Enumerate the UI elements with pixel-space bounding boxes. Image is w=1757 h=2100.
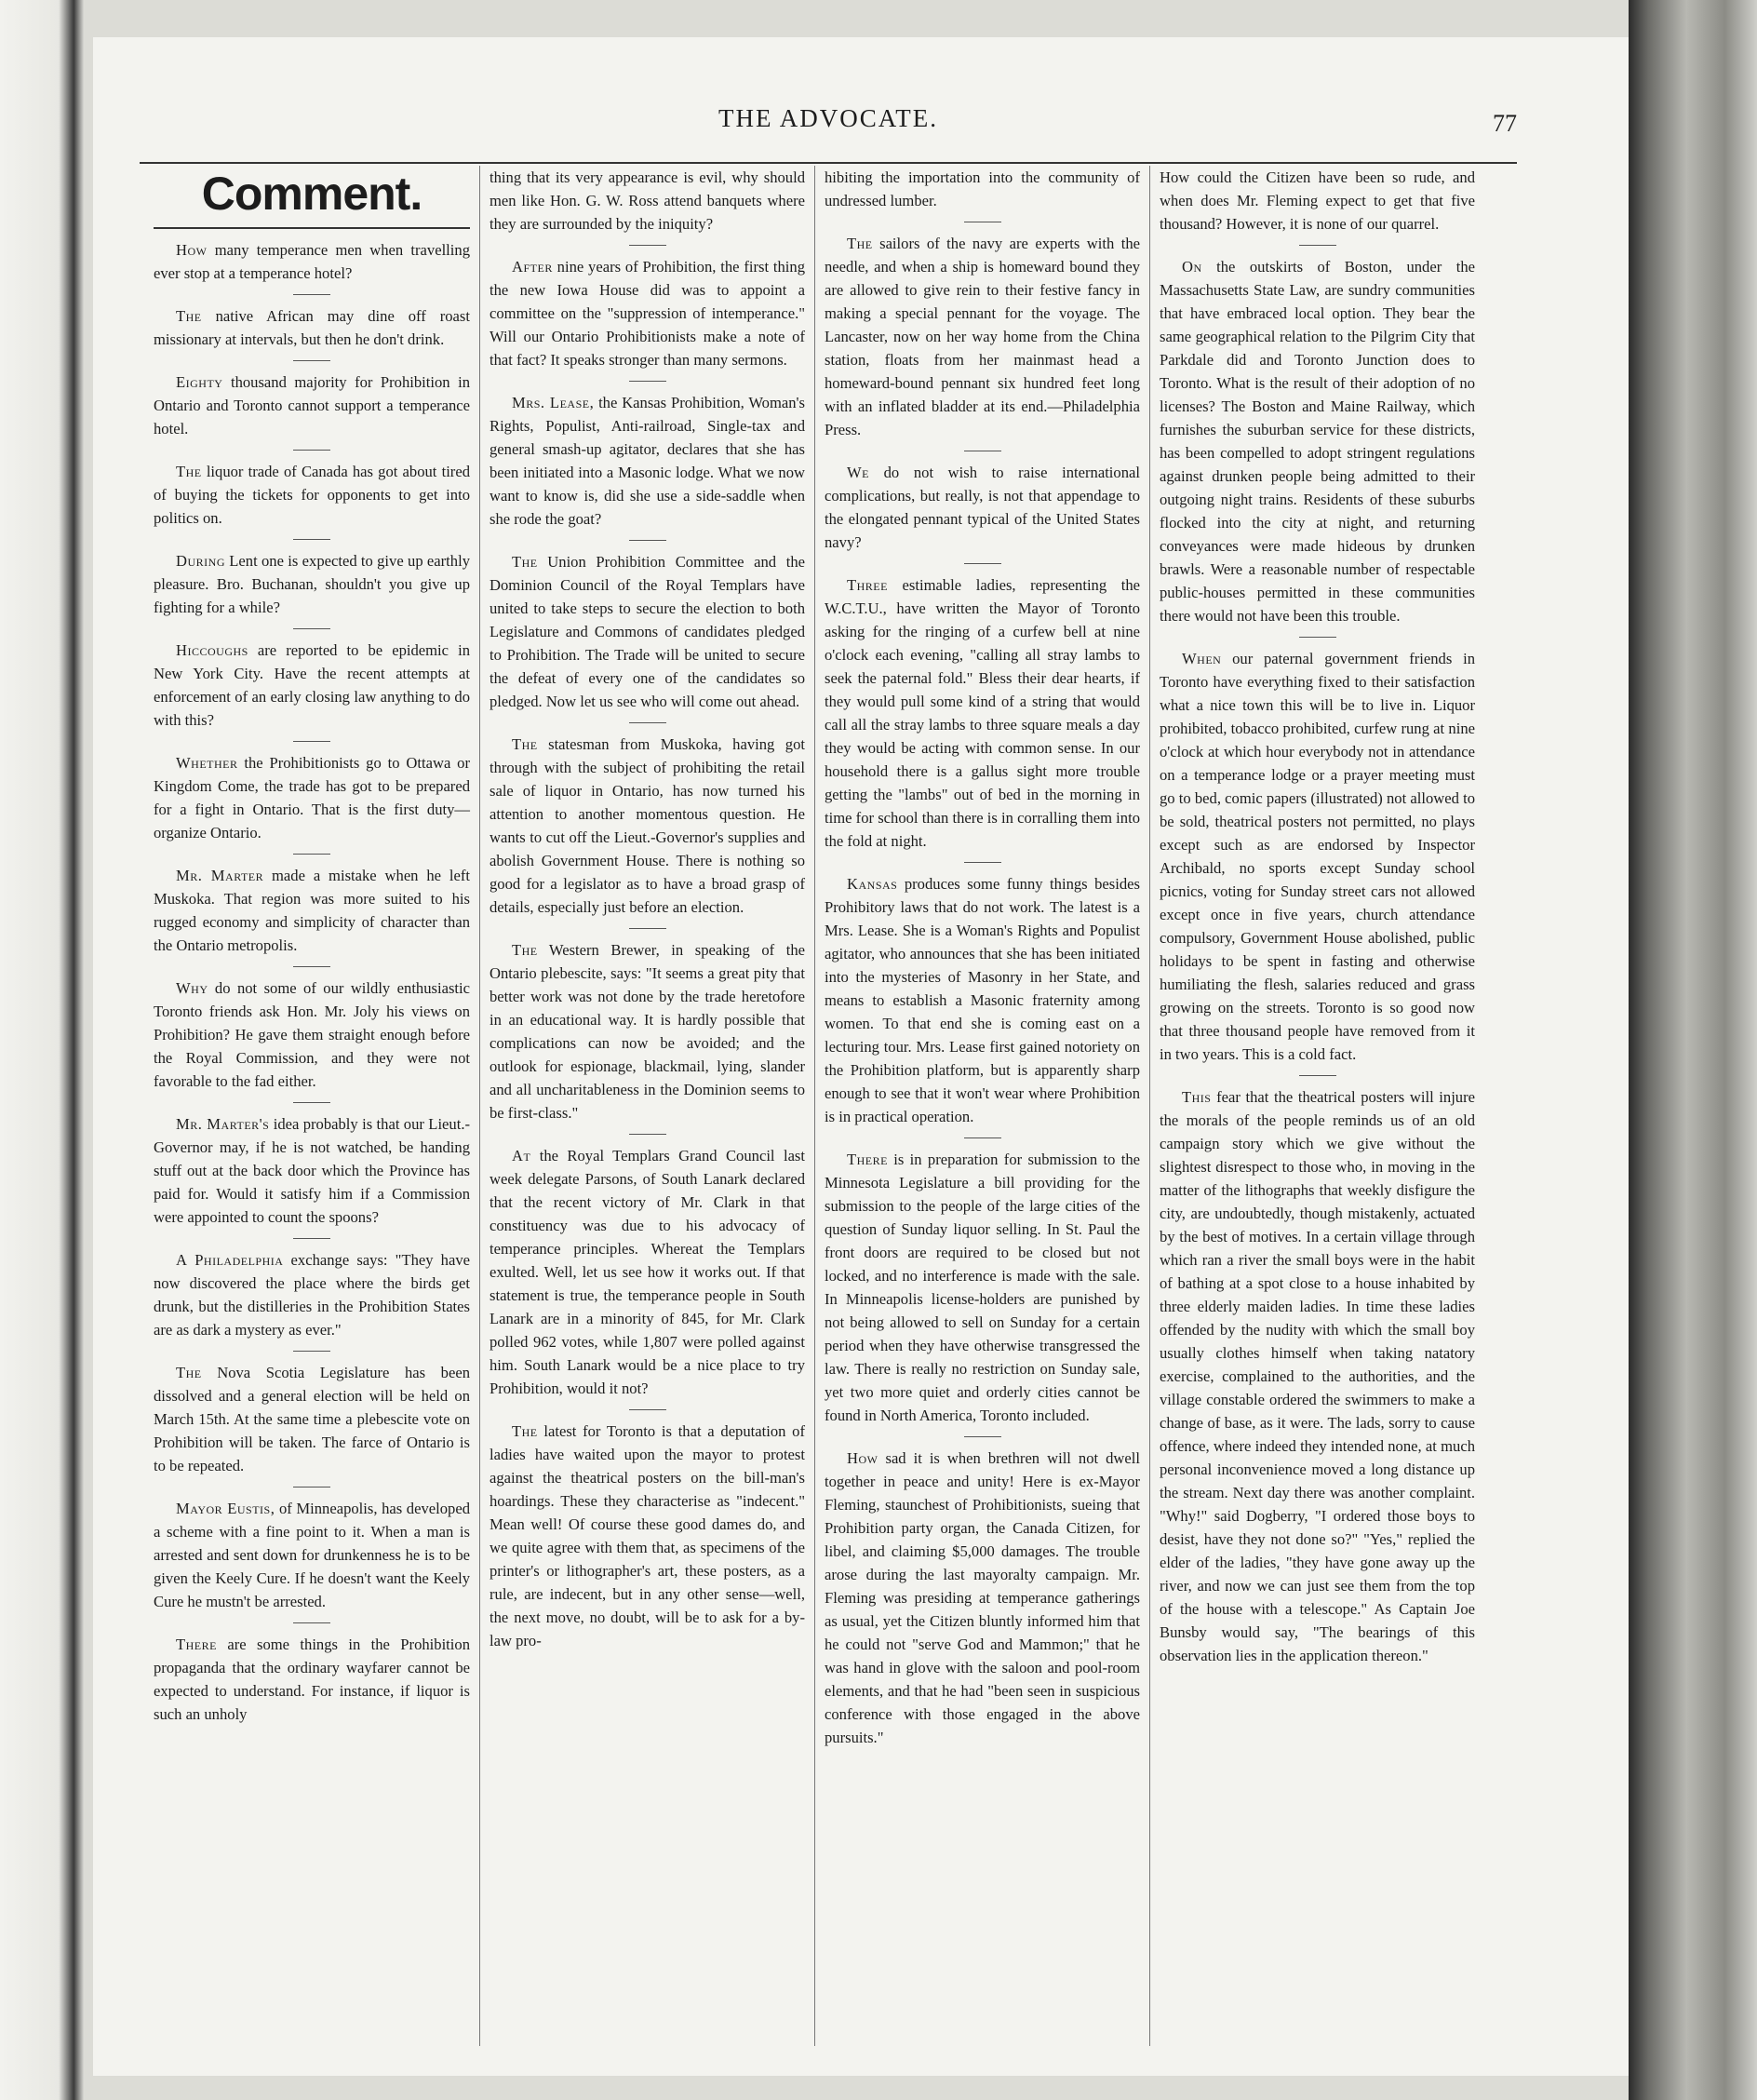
paragraph-lead-word: The — [512, 941, 538, 959]
paragraph-lead-word: On — [1182, 258, 1202, 276]
item-separator — [293, 360, 330, 361]
paragraph-lead-word: Mr. Marter — [176, 867, 264, 884]
item-separator — [964, 1436, 1001, 1437]
paragraph-text: the outskirts of Boston, under the Massachusetts State Law, are sundry communities that have embraced local option. They bear the same geographical relation to the Pilgrim City that Parkdale did and Toronto Junction does to Toronto. What is the result of their adoption of no licenses? The Boston and Maine Railway, which furnishes the suburban service for these districts, has been compelled to adopt stringent regulations against drunken people being admitted to their outgoing night trains. Residents of these suburbs flocked into the city at night, and returning conveyances were made hideous by drunken brawls. Were a reasonable number of respectable public-houses permitted in these communities there would not have been this trouble. — [1160, 258, 1475, 625]
paragraph-text: is in preparation for submission to the Minnesota Legislature a bill providing for the submission to the people of the large cities of the question of Sunday liquor selling. In St. Paul the front doors are required to be closed but not locked, and no interference is made with the sale. In Minneapolis license-holders are punished by not being allowed to sell on Sunday for a certain period when they have otherwise transgressed the law. There is really no restriction on Sunday sale, yet two more quiet and orderly cities cannot be found in North America, Toronto included. — [825, 1151, 1140, 1424]
item-separator — [293, 628, 330, 629]
comment-paragraph — [490, 255, 805, 371]
column-2 — [479, 166, 814, 2046]
article-columns — [144, 166, 1517, 2046]
paragraph-lead-word: Kansas — [847, 875, 898, 893]
comment-paragraph — [154, 1112, 470, 1229]
item-separator — [293, 1351, 330, 1352]
paragraph-text: thing that its very appearance is evil, why should men like Hon. G. W. Ross attend banquets where they are surrounded by the iniquity? — [490, 168, 805, 233]
comment-paragraph — [1160, 166, 1475, 236]
item-separator — [293, 1622, 330, 1623]
paragraph-text: are reported to be epidemic in New York City. Have the recent attempts at enforcement of an early closing law anything to do with this? — [154, 641, 470, 729]
paragraph-lead-word: Mrs. Lease, — [512, 394, 595, 411]
comment-paragraph — [490, 1420, 805, 1652]
comment-paragraph — [490, 733, 805, 919]
item-separator — [629, 540, 666, 541]
item-separator — [964, 862, 1001, 863]
paragraph-text: liquor trade of Canada has got about tired of buying the tickets for opponents to get into politics on. — [154, 463, 470, 527]
paragraph-text: do not some of our wildly enthusiastic Toronto friends ask Hon. Mr. Joly his views on Prohibition? He gave them straight enough before the Royal Commission, and they were not favorable to the fad either. — [154, 979, 470, 1090]
paragraph-lead-word: How — [176, 241, 208, 259]
item-separator — [293, 966, 330, 967]
item-separator — [1299, 637, 1336, 638]
paragraph-text: Nova Scotia Legislature has been dissolved and a general election will be held on March 15th. At the same time a plebescite vote on Prohibition will be taken. The farce of Ontario is to be repeated. — [154, 1364, 470, 1474]
facing-page-edge — [0, 0, 84, 2100]
item-separator — [293, 539, 330, 540]
paragraph-lead-word: There — [847, 1151, 888, 1168]
comment-paragraph — [490, 1144, 805, 1400]
item-separator — [1299, 1075, 1336, 1076]
paragraph-text: statesman from Muskoka, having got through with the subject of prohibiting the retail sale of liquor in Ontario, has now turned his attention to another momentous question. He wants to cut off the Lieut.-Governor's supplies and abolish Government House. There is nothing so good for a legislator as to have a broad grasp of details, especially just before an election. — [490, 735, 805, 916]
comment-paragraph — [490, 391, 805, 531]
comment-paragraph — [154, 549, 470, 619]
paragraph-lead-word: Hiccoughs — [176, 641, 248, 659]
paragraph-lead-word: How — [847, 1449, 878, 1467]
paragraph-lead-word: The — [176, 307, 202, 325]
comment-paragraph — [154, 864, 470, 957]
comment-paragraph — [825, 166, 1140, 212]
paragraph-lead-word: A Philadelphia — [176, 1251, 284, 1269]
paragraph-text: produces some funny things besides Prohibitory laws that do not work. The latest is a Mrs. Lease. She is a Woman's Rights and Populist agitator, who announces that she has been initiated into the mysteries of Masonry in her State, and means to establish a Masonic fraternity among women. To that end she is coming east on a lecturing tour. Mrs. Lease first gained notoriety on the Prohibition platform, but is apparently sharp enough to see that it won't wear where Prohibition is in practical operation. — [825, 875, 1140, 1125]
paragraph-text: hibiting the importation into the community of undressed lumber. — [825, 168, 1140, 209]
header-rule — [140, 162, 1517, 164]
paragraph-lead-word: The — [176, 1364, 202, 1381]
paragraph-text: idea probably is that our Lieut.-Governor may, if he is not watched, be handing stuff out at the back door which the Province has paid for. Would it satisfy him if a Commission were appointed to count the spoons? — [154, 1115, 470, 1226]
paragraph-text: latest for Toronto is that a deputation of ladies have waited upon the mayor to protest against the theatrical posters on the bill-man's hoardings. These they characterise as "indecent." Mean well! Of course these good dames do, and we quite agree with them that, as specimens of the printer's or lithographer's art, these posters, as a rule, are indecent, but in any other sense—well, the next move, no doubt, will be to ask for a by-law pro- — [490, 1422, 805, 1649]
comment-paragraph — [825, 1447, 1140, 1749]
paragraph-lead-word: The — [512, 1422, 538, 1440]
paragraph-text: exchange says: "They have now discovered the place where the birds get drunk, but the distilleries in the Prohibition States are as dark a mystery as ever." — [154, 1251, 470, 1339]
paragraph-text: sad it is when brethren will not dwell together in peace and unity! Here is ex-Mayor Fleming, staunchest of Prohibitionists, sueing that Prohibition party organ, the Canada Citizen, for libel, and claiming $5,000 damages. The trouble arose during the last mayoralty campaign. Mr. Fleming was presiding at temperance gatherings as usual, yet the Citizen bluntly informed him that he could not "serve God and Mammon;" that he was hand in glove with the saloon and pool-room elements, and that he had "been seen in suspicious conference with those engaged in the above pursuits." — [825, 1449, 1140, 1746]
paragraph-lead-word: Mayor Eustis, — [176, 1500, 275, 1517]
paragraph-text: the Royal Templars Grand Council last week delegate Parsons, of South Lanark declared that the recent victory of Mr. Clark in that constituency was due to his advocacy of temperance principles. Whereat the Templars exulted. Well, let us see how it works out. If that statement is true, the temperance people in South Lanark are in a minority of 845, for Mr. Clark polled 962 votes, while 1,807 were polled against him. South Lanark would be a nice place to try Prohibition, would it not? — [490, 1147, 805, 1397]
paragraph-text: thousand majority for Prohibition in Ontario and Toronto cannot support a temperance hotel. — [154, 373, 470, 438]
paragraph-text: the Kansas Prohibition, Woman's Rights, Populist, Anti-railroad, Single-tax and general smash-up agitator, declares that she has been initiated into a Masonic lodge. What we now want to know is, did she use a side-saddle when she rode the goat? — [490, 394, 805, 528]
comment-paragraph — [154, 1361, 470, 1477]
column-4 — [1149, 166, 1484, 2046]
comment-paragraph — [1160, 647, 1475, 1066]
item-separator — [629, 381, 666, 382]
item-separator — [629, 722, 666, 723]
comment-paragraph — [825, 461, 1140, 554]
paragraph-lead-word: During — [176, 552, 225, 570]
paragraph-lead-word: Three — [847, 576, 888, 594]
book-binding — [1629, 0, 1757, 2100]
item-separator — [293, 854, 330, 855]
paragraph-text: many temperance men when travelling ever stop at a temperance hotel? — [154, 241, 470, 282]
masthead: THE ADVOCATE. — [718, 104, 938, 132]
comment-paragraph — [154, 639, 470, 732]
paragraph-lead-word: Mr. Marter's — [176, 1115, 270, 1133]
comment-paragraph — [154, 1633, 470, 1726]
item-separator — [293, 1102, 330, 1103]
title-rule — [154, 227, 470, 229]
item-separator — [629, 245, 666, 246]
paragraph-lead-word: Why — [176, 979, 208, 997]
comment-paragraph — [825, 232, 1140, 441]
paragraph-text: fear that the theatrical posters will injure the morals of the people reminds us of an old campaign story which we give without the slightest disrespect to those who, in moving in the matter of the lithographs that weekly disfigure the city, are undoubtedly, though mistakenly, actuated by the best of motives. In a certain village through which ran a river the small boys were in the habit of bathing at a spot close to a house inhabited by three elderly maiden ladies. In time these ladies offended by the nudity with which the small boy usually clothes himself when taking natatory exercise, complained to the authorities, and the village constable ordered the swimmers to make a change of base, as it were. The lads, sorry to cause offence, where indeed they intended none, at much personal inconvenience moved a long distance up the stream. Next day there was another complaint. "Why!" said Dogberry, "I ordered those boys to desist, have they not done so?" "Yes," replied the elder of the ladies, "they have gone away up the river, and now we can just see them from the top of the house with a telescope." As Captain Joe Bunsby would say, "The bearings of this observation lies in the application thereon." — [1160, 1088, 1475, 1664]
comment-paragraph — [154, 1497, 470, 1613]
comment-paragraph — [154, 370, 470, 440]
paragraph-lead-word: The — [512, 553, 538, 571]
comment-paragraph — [825, 1148, 1140, 1427]
paragraph-text: do not wish to raise international complications, but really, is not that appendage to the elongated pennant typical of the United States navy? — [825, 464, 1140, 551]
comment-paragraph — [1160, 255, 1475, 627]
comment-paragraph — [825, 872, 1140, 1128]
paragraph-text: estimable ladies, representing the W.C.T.U., have written the Mayor of Toronto asking for the ringing of a curfew bell at nine o'clock each evening, "calling all stray lambs to seek the paternal fold." Bless their dear hearts, if they would pull some kind of a string that would call all the stray lambs to three square meals a day they would be acting with common sense. In our household there is a gallus sight more trouble getting the "lambs" out of bed in the morning in time for school than there is in corralling them into the fold at night. — [825, 576, 1140, 850]
comment-paragraph — [154, 238, 470, 285]
item-separator — [1299, 245, 1336, 246]
paragraph-lead-word: After — [512, 258, 553, 276]
paragraph-text: of Minneapolis, has developed a scheme with a fine point to it. When a man is arrested and sent down for drunkenness he is to be given the Keely Cure. If he doesn't want the Keely Cure he mustn't be arrested. — [154, 1500, 470, 1610]
item-separator — [629, 928, 666, 929]
comment-paragraph — [825, 573, 1140, 853]
paragraph-lead-word: The — [847, 235, 873, 252]
item-separator — [293, 294, 330, 295]
page-header — [140, 93, 1517, 158]
paragraph-text: Lent one is expected to give up earthly pleasure. Bro. Buchanan, shouldn't you give up fighting for a while? — [154, 552, 470, 616]
paragraph-lead-word: At — [512, 1147, 531, 1164]
comment-paragraph — [490, 938, 805, 1124]
paragraph-lead-word: There — [176, 1636, 217, 1653]
comment-paragraph — [154, 304, 470, 351]
paragraph-text: How could the Citizen have been so rude, and when does Mr. Fleming expect to get that five thousand? However, it is none of our quarrel. — [1160, 168, 1475, 233]
item-separator — [629, 1134, 666, 1135]
paragraph-lead-word: The — [176, 463, 202, 480]
paragraph-lead-word: Eighty — [176, 373, 223, 391]
column-1 — [144, 166, 479, 2046]
paragraph-text: native African may dine off roast missionary at intervals, but then he don't drink. — [154, 307, 470, 348]
paragraph-text: made a mistake when he left Muskoka. That region was more suited to his rugged economy and simplicity of character than the Ontario metropolis. — [154, 867, 470, 954]
comment-paragraph — [154, 1248, 470, 1341]
item-separator — [293, 1238, 330, 1239]
comment-paragraph — [490, 550, 805, 713]
comment-paragraph — [154, 460, 470, 530]
paragraph-lead-word: The — [512, 735, 538, 753]
column-3 — [814, 166, 1149, 2046]
paragraph-text: are some things in the Prohibition propaganda that the ordinary wayfarer cannot be expected to understand. For instance, if liquor is such an unholy — [154, 1636, 470, 1723]
comment-paragraph — [154, 976, 470, 1093]
page-number: 77 — [1493, 110, 1517, 137]
paragraph-text: the Prohibitionists go to Ottawa or Kingdom Come, the trade has got to be prepared for a fight in Ontario. That is the first duty—organize Ontario. — [154, 754, 470, 841]
comment-paragraph — [490, 166, 805, 236]
paragraph-text: sailors of the navy are experts with the needle, and when a ship is homeward bound they are allowed to give rein to their festive fancy in making a special pennant for the voyage. The Lancaster, now on her way home from the China station, floats from her mainmast head a homeward-bound pennant six hundred feet long with an inflated bladder at its end.—Philadelphia Press. — [825, 235, 1140, 438]
paragraph-text: our paternal government friends in Toronto have everything fixed to their satisfaction what a nice town this will be to live in. Liquor prohibited, tobacco prohibited, curfew rung at nine o'clock at which hour everybody not in attendance on a temperance lodge or a prayer meeting must go to bed, comic papers (illustrated) not allowed to be sold, theatrical posters not permitted, no plays except such as are endorsed by Inspector Archibald, no sports except Sunday school picnics, voting for Sunday street cars not allowed except once in five years, church attendance compulsory, Government House abolished, public holidays to be spent in fasting and otherwise humiliating the flesh, salaries reduced and grass growing on the streets. Toronto is so good now that three thousand people have removed from it in two years. This is a cold fact. — [1160, 650, 1475, 1063]
paragraph-text: Western Brewer, in speaking of the Ontario plebescite, says: "It seems a great pity that better work was not done by the trade heretofore in an educational way. It is hardly possible that complications can now be avoided; and the outlook for espionage, blackmail, lying, slander and all uncharitableness in the Dominion seems to be first-class." — [490, 941, 805, 1122]
section-title: Comment. — [201, 168, 422, 220]
paragraph-text: nine years of Prohibition, the first thing the new Iowa House did was to appoint a committee on the "suppression of intemperance." Will our Ontario Prohibitionists make a note of that fact? It speaks stronger than many sermons. — [490, 258, 805, 369]
comment-paragraph — [1160, 1085, 1475, 1667]
item-separator — [293, 1487, 330, 1488]
paragraph-lead-word: This — [1182, 1088, 1212, 1106]
item-separator — [293, 450, 330, 451]
paragraph-lead-word: Whether — [176, 754, 238, 772]
item-separator — [293, 741, 330, 742]
paragraph-text: Union Prohibition Committee and the Dominion Council of the Royal Templars have united to take steps to secure the election to both Legislature and Commons of candidates pledged to Prohibition. The Trade will be united to secure the defeat of every one of the candidates so pledged. Now let us see who will come out ahead. — [490, 553, 805, 710]
item-separator — [964, 563, 1001, 564]
comment-paragraph — [154, 751, 470, 844]
item-separator — [629, 1409, 666, 1410]
paragraph-lead-word: We — [847, 464, 869, 481]
paragraph-lead-word: When — [1182, 650, 1222, 667]
